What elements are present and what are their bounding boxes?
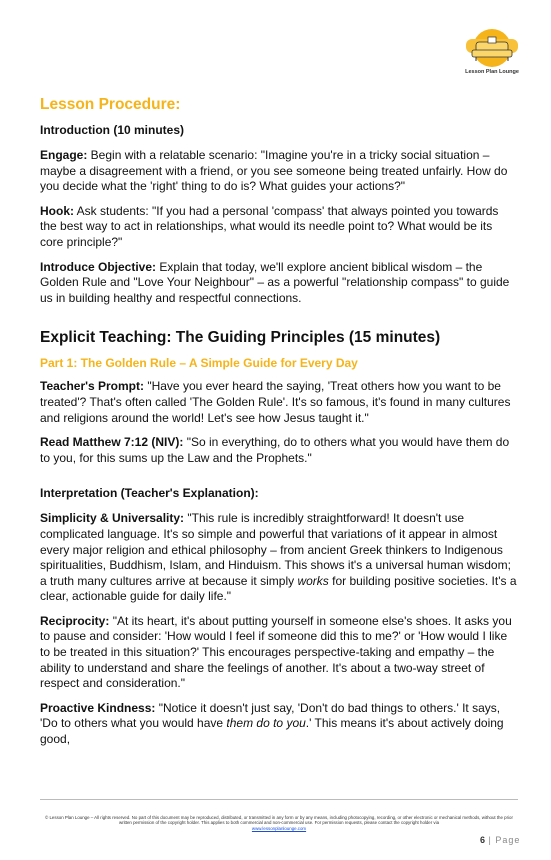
page-number-value: 6 [480,835,486,845]
explicit-teaching-heading: Explicit Teaching: The Guiding Principles (15 minutes) [40,329,441,347]
sofa-logo-icon [462,28,522,68]
hook-paragraph [40,204,518,251]
footer-divider [40,799,518,800]
page-label: | Page [485,835,521,845]
kindness-text-2: .' This means it's about actively doing good, [40,716,504,747]
reciprocity-paragraph [40,614,518,692]
read-matthew-text: "So in everything, do to others what you would have them do to you, for this sums up the Law and the Prophets." [40,435,510,465]
copyright-text: © Lesson Plan Lounge – All rights reserved. No part of this document may be reproduced, distributed, or transmitted in any form or by any means, including photocopying, recording, or other electronic or mechanical methods, without the prior written permission of the copyright holder. This applies to both commercial and non-commercial use. For permission requests, please contact the copyright holder via [45,815,513,826]
objective-paragraph [40,260,518,307]
engage-text: Begin with a relatable scenario: "Imagine you're in a tricky social situation – maybe a disagreement with a friend, or you see someone being treated unfairly. How do you decide what the 'right' thing to do is? What guides your actions?" [40,148,508,194]
teacher-prompt-text: "Have you ever heard the saying, 'Treat others how you want to be treated'? That's often called 'The Golden Rule'. It's so famous, it's found in many cultures and religions around the world! Let's see how Jesus taught it." [40,379,511,425]
logo-text: Lesson Plan Lounge [465,69,519,75]
read-matthew-label: Read Matthew 7:12 (NIV): [40,435,184,450]
hook-text: Ask students: "If you had a personal 'compass' that always pointed you towards the best way to act in relationships, what would its needle point to? What would be its core principle?" [40,203,499,249]
footer-copyright [40,815,518,831]
simplicity-paragraph [40,511,518,605]
reciprocity-text: "At its heart, it's about putting yourself in someone else's shoes. It asks you to pause and consider: 'How would I feel if someone did this to me?' or 'How would I like to be treated in this situation?' This encourages perspective-taking and empathy – the ability to understand and share the feelings of another. It's about a two-way street of respect and consideration." [40,613,512,691]
teacher-prompt-label: Teacher's Prompt: [40,379,144,394]
lesson-procedure-heading: Lesson Procedure: [40,96,181,113]
interpretation-heading: Interpretation (Teacher's Explanation): [40,486,259,501]
read-matthew-paragraph [40,435,518,466]
hook-label: Hook: [40,203,74,218]
part1-heading: Part 1: The Golden Rule – A Simple Guide for Every Day [40,356,358,371]
simplicity-text-1: "This rule is incredibly straightforward! It doesn't use complicated language. It's so simple and powerful that variations of it appear in almost every major religion and ethical philosophy – from ancient Greek thinkers to Indigenous spiritualities, Buddhism, Islam, and Hinduism. This shows it's a universal human wisdom; a truth many cultures arrive at because it simply [40,511,511,588]
website-link[interactable]: www.lessonplanlounge.com [251,825,307,831]
introduction-heading: Introduction (10 minutes) [40,123,184,137]
kindness-text-1: "Notice it doesn't just say, 'Don't do bad things to others.' It says, 'Do to others what you would have [40,700,501,731]
simplicity-label: Simplicity & Universality: [40,511,185,526]
objective-label: Introduce Objective: [40,259,157,274]
engage-paragraph [40,148,518,195]
simplicity-text-2: for building positive societies. It's a clear, actionable guide for daily life." [40,573,517,604]
teacher-prompt-paragraph [40,379,518,426]
simplicity-emphasis: works [297,573,329,588]
logo [458,28,526,80]
kindness-label: Proactive Kindness: [40,700,156,715]
reciprocity-label: Reciprocity: [40,613,110,628]
page-number [480,835,520,845]
engage-label: Engage: [40,148,88,162]
page-content [40,96,518,757]
kindness-emphasis: them do to you [226,716,306,731]
kindness-paragraph [40,701,518,748]
objective-text: Explain that today, we'll explore ancient biblical wisdom – the Golden Rule and "Love Your Neighbour" – as a powerful "relationship compass" to guide us in building healthy and respectful connections. [40,259,510,305]
